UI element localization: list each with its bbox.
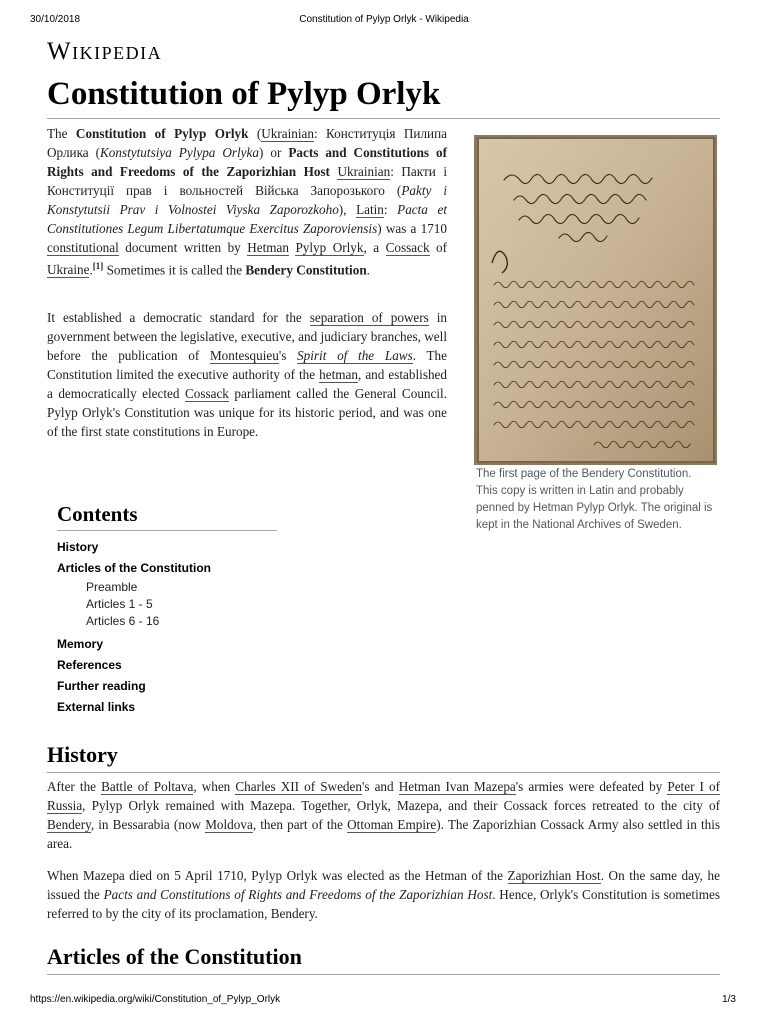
link-moldova[interactable]: Moldova (205, 817, 253, 832)
link-pylyp-orlyk[interactable]: Pylyp Orlyk (295, 240, 364, 255)
reference-1[interactable]: [1] (92, 261, 104, 271)
lead-paragraph: The Constitution of Pylyp Orlyk (Ukrainian: Конституція Пилипа Орлика (Konstytutsiya Pylypa Orlyka) or Pacts and Constitutions of Rights and Freedoms of the Zaporizhian Host Ukrainian: Пакти і Конституції прав і вольностей Війська Запорозького (Pakty i Konstytutsii Prav i Volnostei Viyska Zaporozkoho), Latin: Pacta et Constitutiones Legum Libertatumque Exercitus Zaporoviensis) was a 1710 constitutional document written by Hetman Pylyp Orlyk, a Cossack of Ukraine.[1] Sometimes it is called the Bendery Constitution. (47, 126, 448, 278)
toc-subitem-preamble[interactable]: Preamble (86, 580, 138, 594)
toc-subitem-articles-6-16[interactable]: Articles 6 - 16 (86, 614, 160, 628)
link-peter-i[interactable]: Peter I of Russia (47, 779, 721, 813)
link-constitutional[interactable]: constitutional (47, 240, 119, 255)
title-divider (47, 118, 720, 119)
print-url: https://en.wikipedia.org/wiki/Constitution_of_Pylyp_Orlyk (30, 994, 281, 1005)
toc-item-external-links[interactable]: External links (57, 700, 136, 714)
toc-item-memory[interactable]: Memory (57, 637, 104, 651)
link-ukraine[interactable]: Ukraine (47, 262, 90, 278)
link-ivan-mazepa[interactable]: Hetman Ivan Mazepa (398, 779, 516, 794)
link-cossack[interactable]: Cossack (385, 240, 430, 255)
link-ukrainian-2[interactable]: Ukrainian (337, 164, 391, 179)
link-hetman[interactable]: Hetman (247, 240, 289, 255)
articles-heading: Articles of the Constitution (47, 944, 720, 975)
link-spirit-of-the-laws[interactable]: Spirit of the Laws (297, 348, 413, 363)
toc-item-references[interactable]: References (57, 658, 122, 672)
history-paragraph-1: After the Battle of Poltava, when Charles XII of Sweden's and Hetman Ivan Mazepa's armies were defeated by Peter I of Russia, Pylyp Orlyk remained with Mazepa. Together, Orlyk, Mazepa, and their Cossack forces retreated to the city of Bendery, in Bessarabia (now Moldova, then part of the Ottoman Empire). The Zaporizhian Cossack Army also settled in this area. (47, 779, 721, 851)
print-date: 30/10/2018 (30, 14, 81, 25)
table-of-contents (57, 502, 277, 718)
figure-caption: The first page of the Bendery Constitution. This copy is written in Latin and probably penned by Hetman Pylyp Orlyk. The original is kept in the National Archives of Sweden. (476, 468, 713, 531)
link-hetman-2[interactable]: hetman (319, 367, 358, 382)
toc-item-further-reading[interactable]: Further reading (57, 679, 146, 693)
link-charles-xii[interactable]: Charles XII of Sweden (235, 779, 362, 794)
link-ottoman-empire[interactable]: Ottoman Empire (347, 817, 437, 832)
toc-title: Contents (57, 502, 277, 531)
intro-paragraph-2: It established a democratic standard for the separation of powers in government between the legislative, executive, and judiciary branches, well before the publication of Montesquieu's Spirit of the Laws. The Constitution limited the executive authority of the hetman, and established a democratically elected Cossack parliament called the General Council. Pylyp Orlyk's Constitution was unique for its historic period, and was one of the first state constitutions in Europe. (47, 310, 448, 439)
history-heading: History (47, 742, 720, 773)
page-number: 1/3 (722, 994, 736, 1005)
history-paragraph-2: When Mazepa died on 5 April 1710, Pylyp Orlyk was elected as the Hetman of the Zaporizhian Host. On the same day, he issued the Pacts and Constitutions of Rights and Freedoms of the Zaporizhian Host. Hence, Orlyk's Constitution is sometimes referred to by the city of its proclamation, Bendery. (47, 868, 720, 921)
wikipedia-wordmark[interactable]: Wikipedia (47, 38, 163, 65)
link-montesquieu[interactable]: Montesquieu (209, 348, 279, 363)
page-title: Constitution of Pylyp Orlyk (47, 76, 441, 112)
link-latin[interactable]: Latin (356, 202, 384, 217)
link-cossack-2[interactable]: Cossack (184, 386, 229, 401)
manuscript-image (474, 135, 717, 465)
print-header (0, 14, 768, 28)
link-bendery[interactable]: Bendery (47, 817, 91, 832)
link-ukrainian[interactable]: Ukrainian (261, 126, 314, 141)
print-title: Constitution of Pylyp Orlyk - Wikipedia (299, 14, 469, 25)
toc-subitem-articles-1-5[interactable]: Articles 1 - 5 (86, 597, 153, 611)
manuscript-figure[interactable] (474, 135, 717, 465)
link-zaporizhian-host[interactable]: Zaporizhian Host (507, 868, 601, 883)
toc-item-articles[interactable]: Articles of the Constitution (57, 561, 211, 575)
toc-item-history[interactable]: History (57, 540, 99, 554)
link-separation-of-powers[interactable]: separation of powers (309, 310, 429, 325)
link-battle-of-poltava[interactable]: Battle of Poltava (101, 779, 194, 794)
